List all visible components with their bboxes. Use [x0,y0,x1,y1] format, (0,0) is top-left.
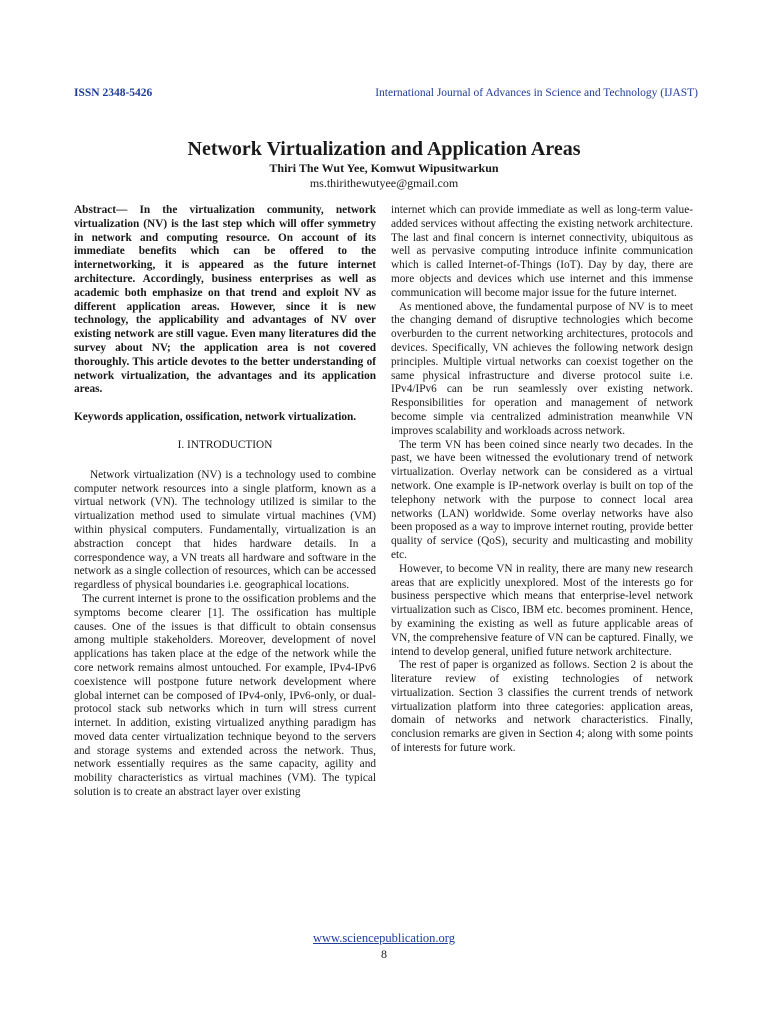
paper-authors: Thiri The Wut Yee, Komwut Wipusitwarkun [269,161,499,175]
footer-website-link[interactable]: www.sciencepublication.org [313,931,455,945]
paper-title: Network Virtualization and Application Areas [187,138,581,160]
right-paragraph-2: As mentioned above, the fundamental purpose of NV is to meet the changing demand of disruptive technologies which become overburden to the current networking architectures, protocols and devices. Specifically, VN achieves the following network design principles. Multiple virtual networks can coexist together on the same physical infrastructure and diverse protocol suite i.e. IPv4/IPv6 can be run seamlessly over existing network. Responsibilities for operation and management of network become simple via centralized administration meanwhile VN improves scalability and workloads across network. [391,300,693,437]
intro-paragraph-1: Network virtualization (NV) is a technology used to combine computer network resources into a single platform, known as a virtual network (VN). The technology utilized is similar to the virtualization method used to simulate virtual machines (VM) within physical computers. Fundamentally, virtualization is an abstraction concept that hides hardware details. In a correspondence way, a VN treats all hardware and software in the network as a single collection of resources, which can be accessed regardless of physical boundaries i.e. geographical locations. [74,468,376,592]
right-paragraph-5: The rest of paper is organized as follows. Section 2 is about the literature review of existing technologies of network virtualization. Section 3 classifies the current trends of network virtualization platform into three categories: application areas, domain of networks and network characteristics. Finally, conclusion remarks are given in Section 4; along with some points of interests for future work. [391,659,693,755]
right-paragraph-4: However, to become VN in reality, there are many new research areas that are explicitly unexplored. Most of the interests go for business perspective which means that enterprise-level network virtualization such as Cisco, IBM etc. becomes prominent. Hence, by examining the existing as well as future applicable areas of VN, the comprehensive feature of VN can be captured. Finally, we intend to develop general, unified future network architecture. [391,562,693,658]
section-heading-introduction: I. INTRODUCTION [177,438,273,451]
right-column [391,204,693,756]
journal-header: International Journal of Advances in Science and Technology (IJAST) [375,87,698,99]
page-number: 8 [381,947,387,961]
right-paragraph-3: The term VN has been coined since nearly two decades. In the past, we have been witnessed the evolutionary trend of network virtualization. Overlay network can be considered as a virtual network. One example is IP-network overlay is built on top of the telephony network with the purpose to connect local area networks (LAN) worldwide. Some overlay networks have also been proposed as a way to improve internet routing, provide better quality of service (QoS), security and multicasting and mobility etc. [391,438,693,561]
intro-paragraph-2: The current internet is prone to the ossification problems and the symptoms become clearer [1]. The ossification has multiple causes. One of the issues is that difficult to obtain consensus among multiple stakeholders. Moreover, development of novel applications has taken place at the edge of the network while the core network remains almost untouched. For example, IPv4-IPv6 coexistence will postpone future network development where global internet can be composed of IPv4-only, IPv6-only, or dual-protocol stack sub networks which in turn will stress current internet. In addition, existing virtualized anything paradigm has moved data center virtualization technique beyond to the servers and storage systems and extended across the network. Thus, network essentially requires as the same capacity, agility and mobility characteristics as virtual machines (VM). The typical solution is to create an abstract layer over existing [74,592,376,799]
issn-header: ISSN 2348-5426 [74,87,153,99]
left-column [74,204,376,800]
right-paragraph-1: internet which can provide immediate as well as long-term value-added services without affecting the existing network architecture. The last and final concern is internet connectivity, ubiquitous as well as pervasive computing introduce infinite communication which is called Internet-of-Things (IoT). Day by day, there are more objects and devices which use internet and this immense communication will become major issue for the future internet. [391,204,693,299]
author-email: ms.thirithewutyee@gmail.com [309,176,459,190]
keywords: Keywords application, ossification, network virtualization. [74,411,357,424]
abstract: Abstract— In the virtualization community, network virtualization (NV) is the last step which will offer symmetry in network and computing resource. On account of its immediate benefits which can be offered to the internetworking, it is appeared as the future internet architecture. Accordingly, business enterprises as well as academic both emphasize on that trend and exploit NV as different application areas. However, since it is new technology, the applicability and advantages of NV over existing network are still vague. Even many literatures did the survey about NV; the application area is not covered thoroughly. This article devotes to the better understanding of network virtualization, the advantages and its application areas. [74,204,376,396]
